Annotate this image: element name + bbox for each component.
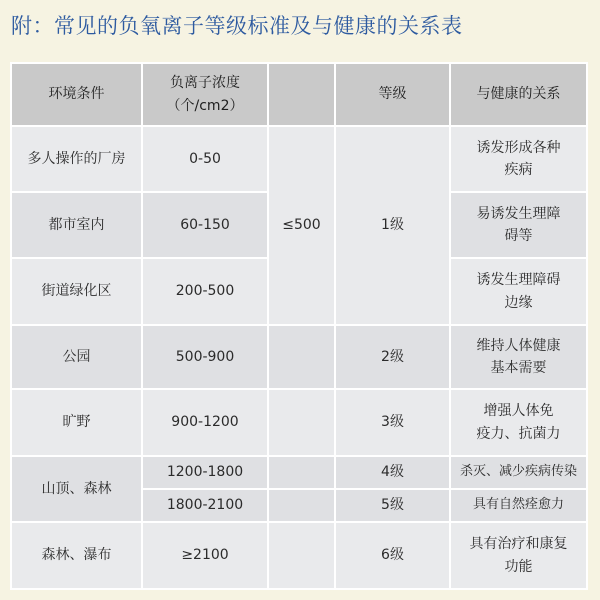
row6-health: 杀灭、减少疾病传染 xyxy=(451,457,586,488)
row8-conc: ≥2100 xyxy=(143,523,267,588)
header-concentration xyxy=(143,64,267,125)
row4-env: 公园 xyxy=(12,326,141,388)
row6-range xyxy=(269,457,334,488)
header-health: 与健康的关系 xyxy=(451,64,586,125)
row5-health: 增强人体免 疫力、抗菌力 xyxy=(451,390,586,455)
row2-conc: 60-150 xyxy=(143,193,267,257)
merged-mountain-env: 山顶、森林 xyxy=(12,457,141,521)
row8-health: 具有治疗和康复 功能 xyxy=(451,523,586,588)
row1-health: 诱发形成各种 疾病 xyxy=(451,127,586,191)
merged-grade-1: 1级 xyxy=(336,127,449,324)
row3-health: 诱发生理障碍 边缘 xyxy=(451,259,586,324)
health-table xyxy=(10,62,588,590)
row1-conc: 0-50 xyxy=(143,127,267,191)
row8-range xyxy=(269,523,334,588)
row5-grade: 3级 xyxy=(336,390,449,455)
row1-env: 多人操作的厂房 xyxy=(12,127,141,191)
row5-env: 旷野 xyxy=(12,390,141,455)
header-grade: 等级 xyxy=(336,64,449,125)
row5-range xyxy=(269,390,334,455)
row7-health: 具有自然痊愈力 xyxy=(451,490,586,521)
row6-grade: 4级 xyxy=(336,457,449,488)
row3-conc: 200-500 xyxy=(143,259,267,324)
row6-conc: 1200-1800 xyxy=(143,457,267,488)
header-conc-line2: （个/cm2） xyxy=(166,97,244,114)
header-conc-line1: 负离子浓度 xyxy=(170,75,240,92)
row5-conc: 900-1200 xyxy=(143,390,267,455)
row4-conc: 500-900 xyxy=(143,326,267,388)
row7-grade: 5级 xyxy=(336,490,449,521)
row4-health: 维持人体健康 基本需要 xyxy=(451,326,586,388)
row2-env: 都市室内 xyxy=(12,193,141,257)
row2-health: 易诱发生理障 碍等 xyxy=(451,193,586,257)
row8-env: 森林、瀑布 xyxy=(12,523,141,588)
row7-range xyxy=(269,490,334,521)
header-env: 环境条件 xyxy=(12,64,141,125)
merged-range: ≤500 xyxy=(269,127,334,324)
row8-grade: 6级 xyxy=(336,523,449,588)
page-title: 附：常见的负氧离子等级标准及与健康的关系表 xyxy=(11,14,463,38)
row4-grade: 2级 xyxy=(336,326,449,388)
row3-env: 街道绿化区 xyxy=(12,259,141,324)
row7-conc: 1800-2100 xyxy=(143,490,267,521)
row4-range xyxy=(269,326,334,388)
header-range xyxy=(269,64,334,125)
